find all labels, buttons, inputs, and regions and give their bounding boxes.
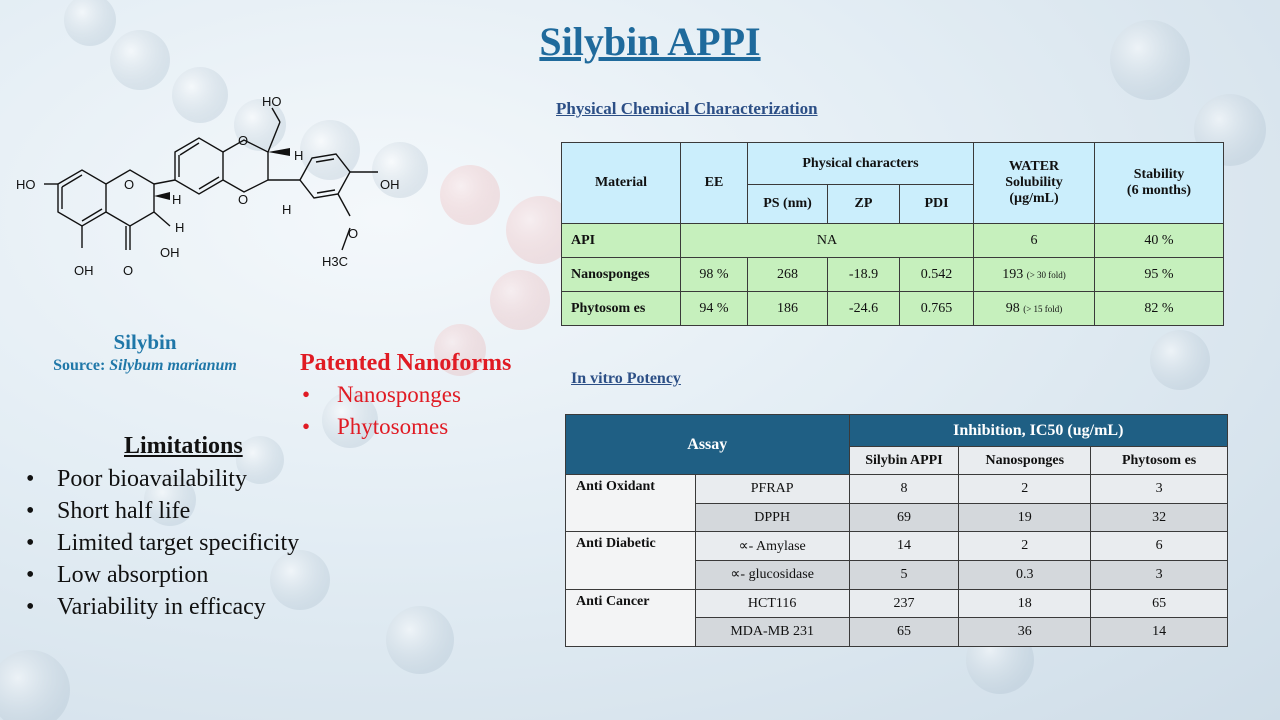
molecule-caption [30,330,260,375]
molecule-label: H [172,192,182,207]
molecule-label: HO [262,94,282,109]
molecule-label: H3C [322,254,349,269]
limitations-heading: Limitations [124,433,243,459]
molecule-label: H [294,148,304,163]
list-item: • Poor bioavailability [26,463,299,495]
molecule-label: O [124,177,135,192]
table-row: ∝- glucosidase 5 0.3 3 [566,561,1228,590]
patented-heading: Patented Nanoforms [300,350,512,376]
table-header: PDI [900,185,974,224]
table-row: DPPH 69 19 32 [566,503,1228,532]
molecule-label: HO [16,177,36,192]
table-header: Nanosponges [959,447,1091,475]
table-header: Stability (6 months) [1095,143,1224,224]
physical-chemical-table [561,142,1224,326]
source-species: Silybum marianum [109,357,237,374]
limitations-section [26,433,299,623]
table-header: ZP [828,185,900,224]
molecule-label: O [123,263,134,278]
table-header: Silybin APPI [849,447,959,475]
list-item: • Phytosomes [300,411,511,443]
molecule-label: OH [380,177,400,192]
molecule-label: H [282,202,292,217]
patented-nanoforms [300,350,511,443]
page-title: Silybin APPI [539,19,761,64]
molecule-label: OH [160,245,180,260]
patented-list [300,379,511,443]
table-header: Material [562,143,681,224]
table-header: Physical characters [748,143,974,185]
table-row: Anti Oxidant PFRAP 8 2 3 [566,475,1228,504]
silybin-structure-diagram [10,92,410,292]
table-header: Assay [566,415,850,475]
table-header: EE [681,143,748,224]
list-item: • Short half life [26,495,299,527]
table-row: MDA-MB 231 65 36 14 [566,618,1228,647]
pcc-heading: Physical Chemical Characterization [556,99,818,118]
molecule-label: O [238,133,249,148]
list-item: • Limited target specificity [26,527,299,559]
molecule-label: O [348,226,359,241]
in-vitro-potency-table [565,414,1228,647]
table-row: Anti Diabetic ∝- Amylase 14 2 6 [566,532,1228,561]
table-header: WATER Solubility (µg/mL) [974,143,1095,224]
molecule-label: OH [74,263,94,278]
list-item: • Variability in efficacy [26,591,299,623]
list-item: • Nanosponges [300,379,511,411]
list-item: • Low absorption [26,559,299,591]
molecule-source [30,357,260,375]
molecule-label: H [175,220,185,235]
molecule-name: Silybin [113,330,177,354]
table-header: PS (nm) [748,185,828,224]
molecule-label: O [238,192,249,207]
table-header: Inhibition, IC50 (ug/mL) [849,415,1227,447]
table-row: Anti Cancer HCT116 237 18 65 [566,589,1228,618]
table-row: API NA 6 40 % [562,224,1224,258]
source-prefix: Source: [53,357,106,374]
ivp-heading: In vitro Potency [571,370,681,387]
table-header: Phytosom es [1091,447,1228,475]
table-row: Nanosponges 98 % 268 -18.9 0.542 193 (> 30 fold) 95 % [562,258,1224,292]
table-row: Phytosom es 94 % 186 -24.6 0.765 98 (> 15 fold) 82 % [562,292,1224,326]
limitations-list [26,463,299,623]
